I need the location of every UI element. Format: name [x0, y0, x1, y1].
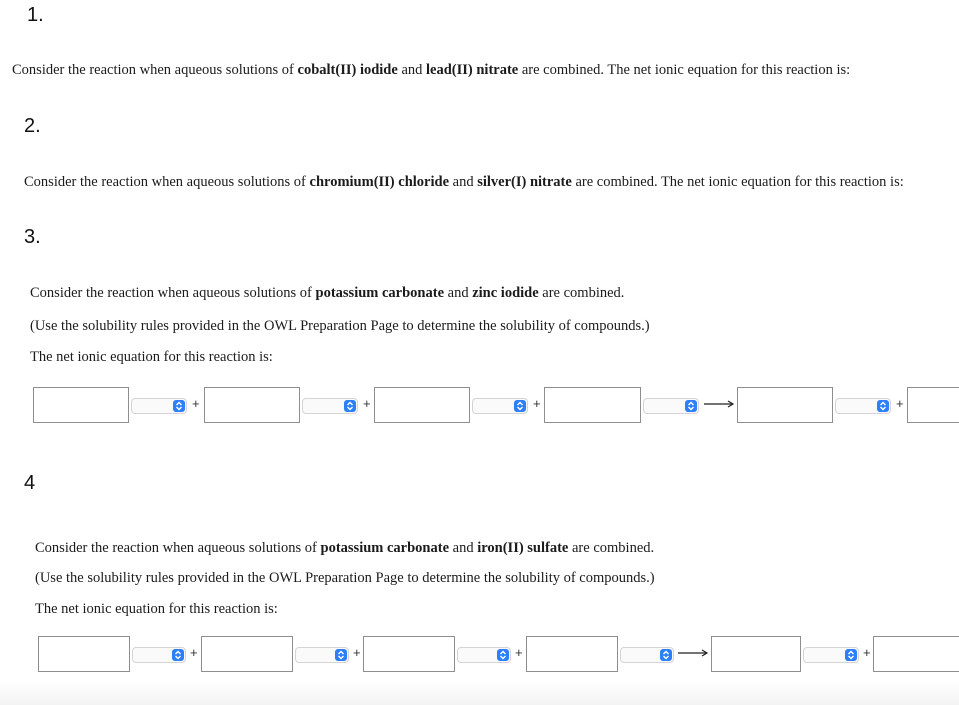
- q3-plus-4: +: [896, 396, 904, 411]
- question-2-text: [24, 174, 904, 191]
- q2-post: are combined. The net ionic equation for this reaction is:: [571, 174, 904, 190]
- q4-mid: and: [449, 540, 478, 556]
- q2-reactant-1: chromium(II) chloride: [309, 174, 450, 190]
- question-1-number: 1.: [27, 4, 44, 26]
- up-down-chevron-icon: [497, 649, 509, 661]
- q3-species-input-3[interactable]: [374, 387, 470, 423]
- q1-reactant-2: lead(II) nitrate: [426, 62, 519, 78]
- q3-post: are combined.: [538, 285, 625, 301]
- question-3-prompt: The net ionic equation for this reaction is:: [30, 349, 273, 365]
- q4-state-select-1[interactable]: [132, 647, 186, 663]
- question-4-text: [35, 540, 654, 557]
- q3-species-input-6[interactable]: [907, 387, 959, 423]
- q4-species-input-1[interactable]: [38, 636, 130, 672]
- q4-plus-1: +: [190, 645, 198, 660]
- q3-plus-1: +: [192, 396, 200, 411]
- q3-plus-3: +: [533, 396, 541, 411]
- q4-species-input-2[interactable]: [201, 636, 293, 672]
- up-down-chevron-icon: [514, 400, 526, 412]
- question-4-note: (Use the solubility rules provided in the OWL Preparation Page to determine the solubility of compounds.): [35, 570, 655, 586]
- q2-mid: and: [449, 174, 478, 190]
- q4-species-input-5[interactable]: [711, 636, 801, 672]
- q3-state-select-5[interactable]: [835, 398, 891, 414]
- q3-state-select-4[interactable]: [643, 398, 699, 414]
- question-3-text: [30, 285, 624, 302]
- q1-pre: Consider the reaction when aqueous solutions of: [12, 62, 298, 78]
- q3-reactant-2: zinc iodide: [472, 285, 539, 301]
- q2-reactant-2: silver(I) nitrate: [477, 174, 572, 190]
- q1-post: are combined. The net ionic equation for this reaction is:: [518, 62, 851, 78]
- q3-state-select-1[interactable]: [131, 398, 187, 414]
- q1-mid: and: [397, 62, 426, 78]
- up-down-chevron-icon: [344, 400, 356, 412]
- up-down-chevron-icon: [172, 649, 184, 661]
- question-1-text: [12, 62, 850, 79]
- up-down-chevron-icon: [335, 649, 347, 661]
- q4-state-select-5[interactable]: [803, 647, 859, 663]
- question-4-prompt: The net ionic equation for this reaction is:: [35, 601, 278, 617]
- up-down-chevron-icon: [173, 400, 185, 412]
- q2-pre: Consider the reaction when aqueous solutions of: [24, 174, 310, 190]
- q4-post: are combined.: [568, 540, 655, 556]
- q3-pre: Consider the reaction when aqueous solutions of: [30, 285, 316, 301]
- q1-reactant-1: cobalt(II) iodide: [297, 62, 398, 78]
- q4-state-select-3[interactable]: [457, 647, 511, 663]
- q3-plus-2: +: [363, 396, 371, 411]
- question-3-note: (Use the solubility rules provided in the OWL Preparation Page to determine the solubility of compounds.): [30, 318, 650, 334]
- up-down-chevron-icon: [845, 649, 857, 661]
- q3-species-input-1[interactable]: [33, 387, 129, 423]
- q3-species-input-5[interactable]: [737, 387, 833, 423]
- q4-plus-4: +: [863, 645, 871, 660]
- q3-reactant-1: potassium carbonate: [315, 285, 445, 301]
- q4-species-input-6[interactable]: [873, 636, 959, 672]
- q4-reactant-1: potassium carbonate: [320, 540, 450, 556]
- q3-state-select-3[interactable]: [472, 398, 528, 414]
- question-2-number: 2.: [24, 115, 41, 137]
- question-4-equation-row: [0, 636, 959, 674]
- up-down-chevron-icon: [877, 400, 889, 412]
- q4-plus-3: +: [515, 645, 523, 660]
- q4-state-select-2[interactable]: [295, 647, 349, 663]
- q3-species-input-2[interactable]: [204, 387, 300, 423]
- up-down-chevron-icon: [660, 649, 672, 661]
- q4-species-input-3[interactable]: [363, 636, 455, 672]
- q3-state-select-2[interactable]: [302, 398, 358, 414]
- question-4-number: 4: [24, 472, 36, 494]
- question-3-number: 3.: [24, 226, 41, 248]
- q4-state-select-4[interactable]: [620, 647, 674, 663]
- q3-species-input-4[interactable]: [544, 387, 641, 423]
- question-3-equation-row: [0, 387, 959, 425]
- page-footer-shadow: [0, 681, 959, 705]
- q3-mid: and: [444, 285, 473, 301]
- q4-plus-2: +: [353, 645, 361, 660]
- q4-pre: Consider the reaction when aqueous solutions of: [35, 540, 321, 556]
- q4-reactant-2: iron(II) sulfate: [477, 540, 569, 556]
- q4-species-input-4[interactable]: [526, 636, 618, 672]
- right-arrow-icon: [677, 648, 709, 658]
- right-arrow-icon: [703, 399, 735, 409]
- up-down-chevron-icon: [685, 400, 697, 412]
